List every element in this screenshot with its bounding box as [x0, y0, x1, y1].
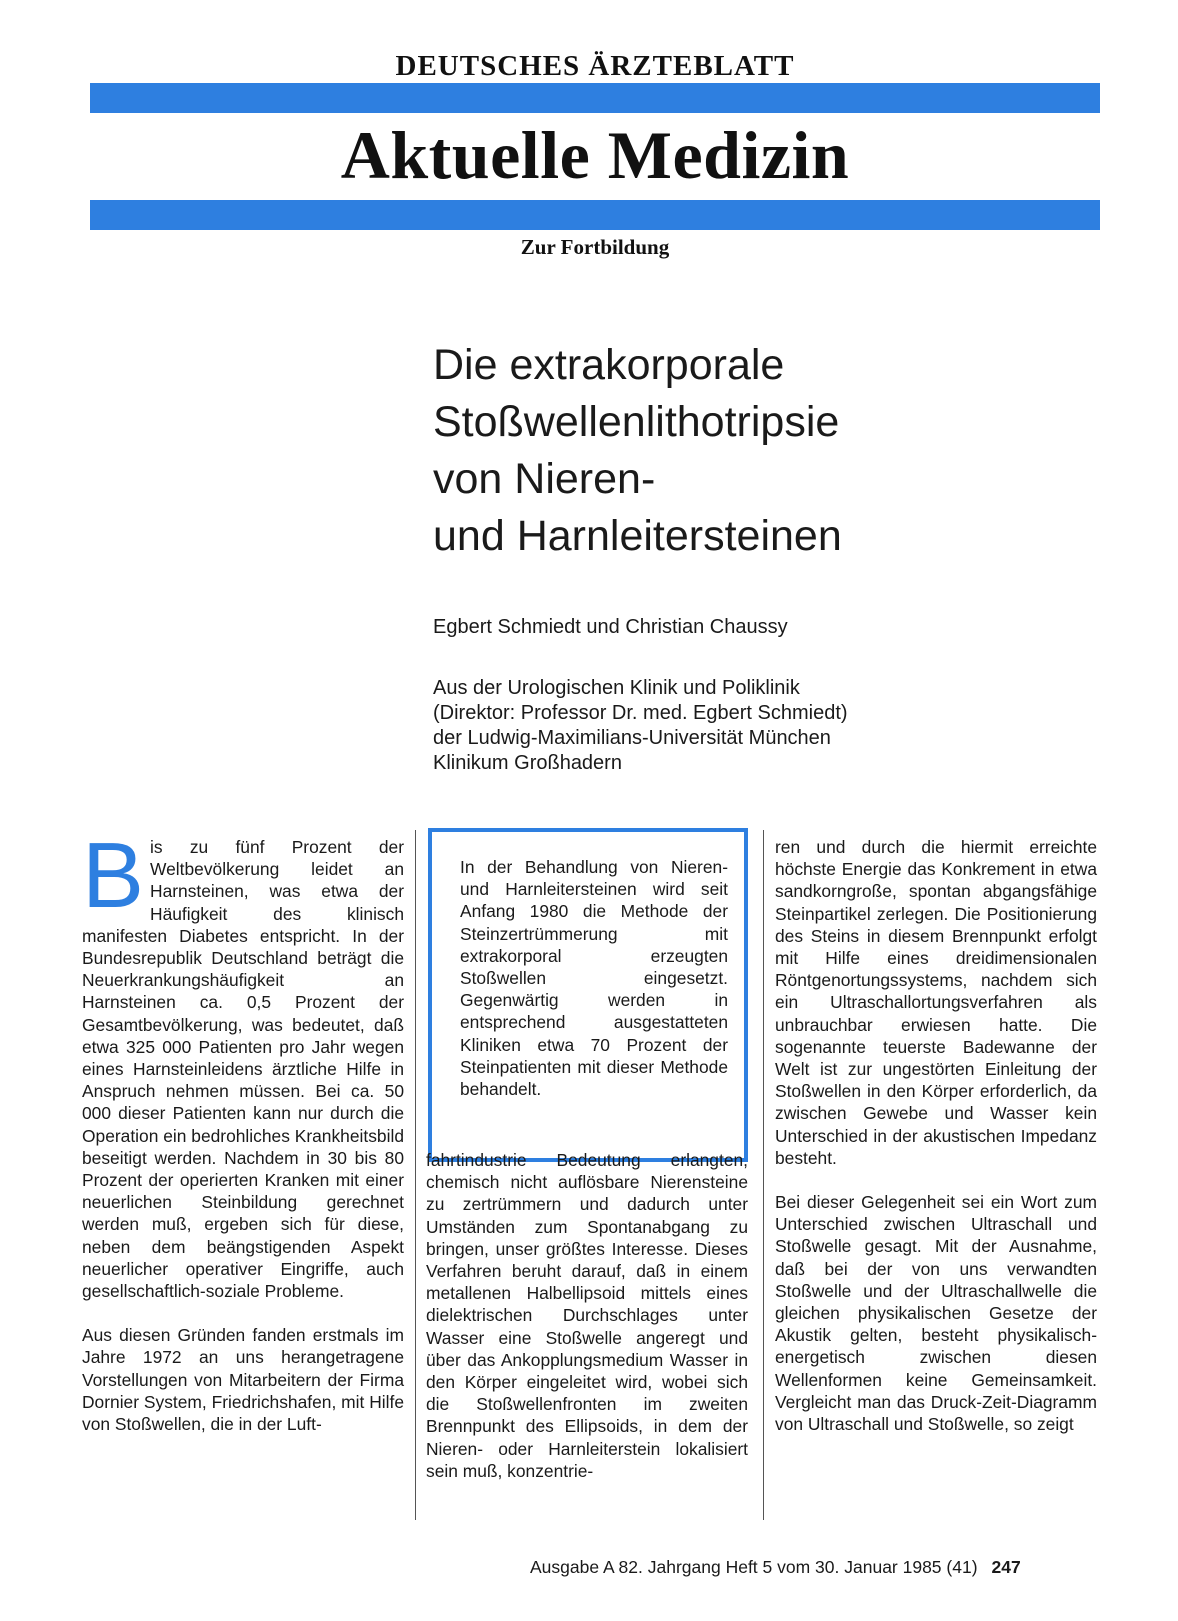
body-paragraph: fahrtindustrie Bedeutung erlangten, chemisch nicht auflösbare Nierensteine zu zertrümmern und dadurch unter Umständen zum Spontanabgang zu bringen, unser größtes Interesse. Dieses Verfahren beruht darauf, daß in einem metallenen Halbellipsoid mittels eines dielektrischen Durchschlages unter Wasser eine Stoßwelle angeregt und über das Ankopplungsmedium Wasser in den Körper eingeleitet wird, wobei sich die Stoßwellenfronten im zweiten Brennpunkt des Ellipsoids, in dem der Nieren- oder Harnleiterstein lokalisiert sein muß, konzentrie- [426, 1150, 748, 1481]
affiliation-line: der Ludwig-Maximilians-Universität München [433, 727, 831, 749]
paragraph-text: is zu fünf Prozent der Weltbevölkerung leidet an Harnsteinen, was etwa der Häufigkeit des klinisch manifesten Diabetes entspricht. In der Bundesrepublik Deutschland beträgt die Neuerkrankungshäufigkeit an Harnsteinen ca. 0,5 Prozent der Gesamtbevölkerung, was bedeutet, daß etwa 325 000 Patienten pro Jahr wegen eines Harnsteinleidens ärztliche Hilfe in Anspruch nehmen müssen. Bei ca. 50 000 dieser Patienten kann nur durch die Operation ein bedrohliches Krankheitsbild beseitigt werden. Nachdem in 30 bis 80 Prozent der operierten Kranken mit einer neuerlichen Steinbildung gerechnet werden muß, ergeben sich für diese, neben dem beängstigenden Aspekt neuerlicher operativer Eingriffe, auch gesellschaftlich-soziale Probleme. [82, 837, 404, 1302]
title-line: Die extrakorporale [433, 341, 785, 389]
header-bar-top [90, 83, 1100, 113]
drop-cap: B [82, 823, 145, 927]
body-column-3 [775, 836, 1097, 1435]
body-paragraph: Aus diesen Gründen fanden erstmals im Jahre 1972 an uns herangetragene Vorstellungen von Mitarbeitern der Firma Dornier System, Friedrichshafen, mit Hilfe von Stoßwellen, die in der Luft- [82, 1325, 404, 1435]
article-title [433, 337, 1113, 565]
column-divider [763, 830, 764, 1520]
page-number: 247 [991, 1557, 1021, 1577]
body-paragraph [82, 823, 404, 1302]
body-column-1 [82, 823, 404, 1435]
affiliation [433, 676, 848, 776]
body-paragraph: Bei dieser Gelegenheit sei ein Wort zum Unterschied zwischen Ultraschall und Stoßwelle gesagt. Mit der Ausnahme, daß bei der von uns verwandten Stoßwelle und der Ultraschallwelle die gleichen physikalischen Gesetze der Akustik gelten, besteht physikalisch-energetisch zwischen diesen Wellenformen keine Gemeinsamkeit. Vergleicht man das Druck-Zeit-Diagramm von Ultraschall und Stoßwelle, so zeigt [775, 1192, 1097, 1435]
affiliation-line: (Direktor: Professor Dr. med. Egbert Schmiedt) [433, 702, 848, 724]
authors: Egbert Schmiedt und Christian Chaussy [433, 616, 788, 638]
body-column-2 [426, 1149, 748, 1482]
title-line: von Nieren- [433, 455, 656, 503]
affiliation-line: Aus der Urologischen Klinik und Poliklinik [433, 677, 800, 699]
body-paragraph: ren und durch die hiermit erreichte höchste Energie das Konkrement in etwa sandkorngroße, spontan abgangsfähige Steinpartikel zerlegen. Die Positionierung des Steins in diesem Brennpunkt erfolgt mit Hilfe eines dreidimensionalen Röntgenortungssystems, nachdem sich ein Ultraschallortungsverfahren als unbrauchbar erwiesen hatte. Die sogenannte teuerste Badewanne der Welt ist zur ungestörten Einleitung der Stoßwellen in den Körper erforderlich, da zwischen Gewebe und Wasser kein Unterschied in der akustischen Impedanz besteht. [775, 837, 1097, 1168]
title-line: und Harnleitersteinen [433, 512, 842, 560]
page-footer [530, 1557, 1021, 1578]
subsection-title: Zur Fortbildung [520, 235, 670, 259]
issue-info: Ausgabe A 82. Jahrgang Heft 5 vom 30. Januar 1985 (41) [530, 1557, 978, 1577]
column-divider [415, 830, 416, 1520]
title-line: Stoßwellenlithotripsie [433, 398, 840, 446]
abstract-text: In der Behandlung von Nieren- und Harnleitersteinen wird seit Anfang 1980 die Methode der Steinzertrümmerung mit extrakorporal erzeugten Stoßwellen eingesetzt. Gegenwärtig werden in entsprechend ausgestatteten Kliniken etwa 70 Prozent der Steinpatienten mit dieser Methode behandelt. [460, 857, 728, 1100]
header-bar-bottom [90, 200, 1100, 230]
journal-name: DEUTSCHES ÄRZTEBLATT [395, 50, 795, 82]
section-title: Aktuelle Medizin [340, 117, 850, 193]
abstract-box [428, 828, 748, 1162]
affiliation-line: Klinikum Großhadern [433, 752, 622, 774]
